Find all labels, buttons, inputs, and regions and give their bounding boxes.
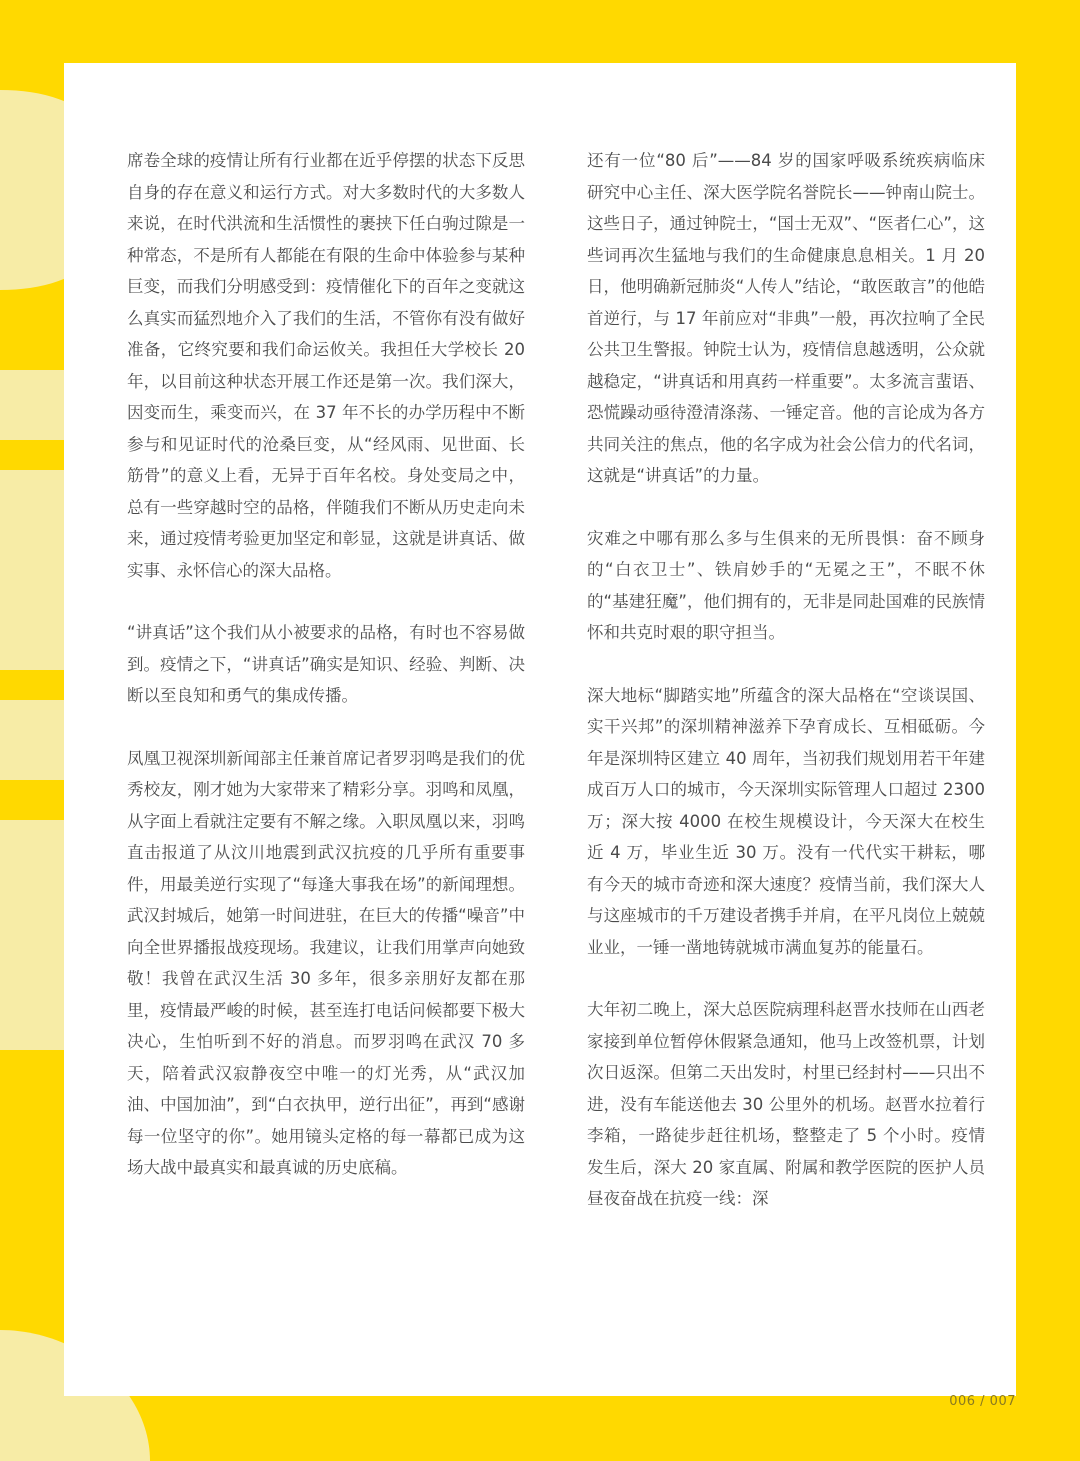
paragraph: 大年初二晚上，深大总医院病理科赵晋水技师在山西老家接到单位暂停休假紧急通知，他马上改签机票，计划次日返深。但第二天出发时，村里已经封村——只出不进，没有车能送他去 30 公里外的机场。赵晋水拉着行李箱，一路徒步赶往机场，整整走了 5 个小时。疫情发生后，深大 20 家直属、附属和教学医院的医护人员昼夜奋战在抗疫一线：深 xyxy=(587,1000,985,1208)
paragraph: 灾难之中哪有那么多与生俱来的无所畏惧：奋不顾身的“白衣卫士”、铁肩妙手的“无冕之王”，不眠不休的“基建狂魔”，他们拥有的，无非是同赴国难的民族情怀和共克时艰的职守担当。 xyxy=(587,528,985,642)
paragraph: 凤凰卫视深圳新闻部主任兼首席记者罗羽鸣是我们的优秀校友，刚才她为大家带来了精彩分享。羽鸣和凤凰，从字面上看就注定要有不解之缘。入职凤凰以来，羽鸣直击报道了从汶川地震到武汉抗疫的几乎所有重要事件，用最美逆行实现了“每逢大事我在场”的新闻理想。武汉封城后，她第一时间进驻，在巨大的传播“噪音”中向全世界播报战疫现场。我建议，让我们用掌声向她致敬！我曾在武汉生活 30 多年，很多亲朋好友都在那里，疫情最严峻的时候，甚至连打电话问候都要下极大决心，生怕听到不好的消息。而罗羽鸣在武汉 70 多天，陪着武汉寂静夜空中唯一的灯光秀，从“武汉加油、中国加油”，到“白衣执甲，逆行出征”，再到“感谢每一位坚守的你”。她用镜头定格的每一幕都已成为这场大战中最真实和最真诚的历史底稿。 xyxy=(127,748,525,1177)
left-column xyxy=(127,145,525,1215)
page-number: 006 / 007 xyxy=(949,1394,1016,1409)
page-panel xyxy=(64,63,1016,1396)
right-column xyxy=(587,145,985,1246)
paragraph: 席卷全球的疫情让所有行业都在近乎停摆的状态下反思自身的存在意义和运行方式。对大多数时代的大多数人来说，在时代洪流和生活惯性的裹挟下任白驹过隙是一种常态，不是所有人都能在有限的生命中体验参与某种巨变，而我们分明感受到：疫情催化下的百年之变就这么真实而猛烈地介入了我们的生活，不管你有没有做好准备，它终究要和我们命运攸关。我担任大学校长 20 年，以目前这种状态开展工作还是第一次。我们深大，因变而生，乘变而兴，在 37 年不长的办学历程中不断参与和见证时代的沧桑巨变，从“经风雨、见世面、长筋骨”的意义上看，无异于百年名校。身处变局之中，总有一些穿越时空的品格，伴随我们不断从历史走向未来，通过疫情考验更加坚定和彰显，这就是讲真话、做实事、永怀信心的深大品格。 xyxy=(127,151,525,580)
paragraph: 还有一位“80 后”——84 岁的国家呼吸系统疾病临床研究中心主任、深大医学院名誉院长——钟南山院士。这些日子，通过钟院士，“国士无双”、“医者仁心”，这些词再次生猛地与我们的生命健康息息相关。1 月 20 日，他明确新冠肺炎“人传人”结论，“敢医敢言”的他皓首逆行，与 17 年前应对“非典”一般，再次拉响了全民公共卫生警报。钟院士认为，疫情信息越透明，公众就越稳定，“讲真话和用真药一样重要”。太多流言蜚语、恐慌躁动亟待澄清涤荡、一锤定音。他的言论成为各方共同关注的焦点，他的名字成为社会公信力的代名词，这就是“讲真话”的力量。 xyxy=(587,151,985,485)
paragraph: “讲真话”这个我们从小被要求的品格，有时也不容易做到。疫情之下，“讲真话”确实是知识、经验、判断、决断以至良知和勇气的集成传播。 xyxy=(127,623,525,705)
paragraph: 深大地标“脚踏实地”所蕴含的深大品格在“空谈误国、实干兴邦”的深圳精神滋养下孕育成长、互相砥砺。今年是深圳特区建立 40 周年，当初我们规划用若干年建成百万人口的城市，今天深圳实际管理人口超过 2300 万；深大按 4000 在校生规模设计，今天深大在校生近 4 万，毕业生近 30 万。没有一代代实干耕耘，哪有今天的城市奇迹和深大速度？疫情当前，我们深大人与这座城市的千万建设者携手并肩，在平凡岗位上兢兢业业，一锤一凿地铸就城市满血复苏的能量石。 xyxy=(587,685,985,957)
